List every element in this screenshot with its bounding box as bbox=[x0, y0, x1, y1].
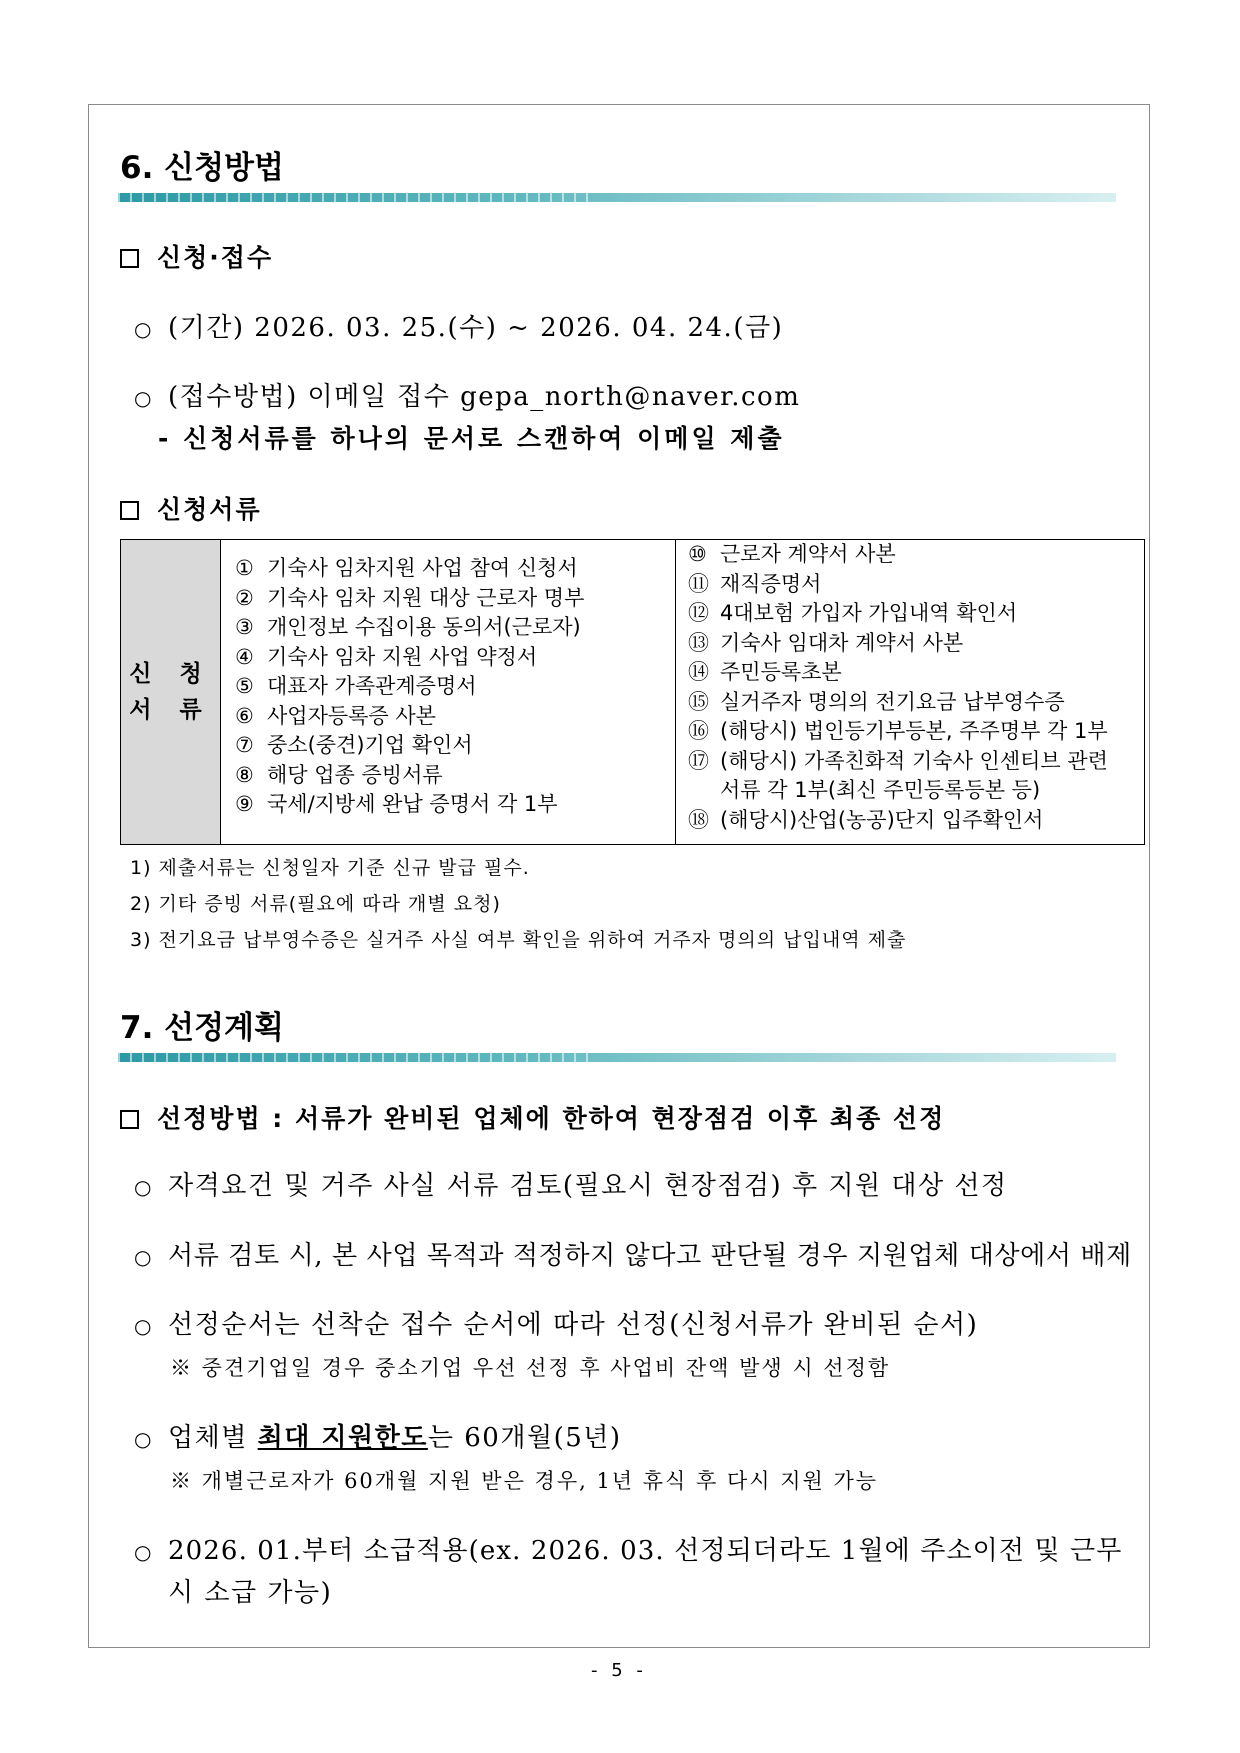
document-item bbox=[235, 584, 675, 614]
checkbox-square-icon bbox=[120, 1110, 139, 1129]
document-item-number: ② bbox=[235, 585, 254, 610]
document-item-text: (해당시)산업(농공)단지 입주확인서 bbox=[720, 807, 1044, 832]
document-item bbox=[688, 688, 1144, 718]
document-item bbox=[688, 629, 1144, 659]
document-item bbox=[235, 554, 675, 584]
documents-left-list bbox=[235, 554, 675, 820]
document-item-text: 기숙사 임차 지원 대상 근로자 명부 bbox=[267, 585, 585, 610]
bullet-circle-icon: ○ bbox=[134, 1245, 153, 1269]
document-item bbox=[688, 806, 1144, 836]
document-item-text: 사업자등록증 사본 bbox=[267, 703, 436, 728]
document-item-number: ⑦ bbox=[235, 733, 254, 757]
documents-right-list bbox=[688, 540, 1144, 835]
document-item-number: ⑨ bbox=[235, 792, 254, 816]
document-item-text: 개인정보 수집이용 동의서(근로자) bbox=[267, 615, 581, 639]
document-item bbox=[235, 672, 675, 702]
max-limit-item bbox=[134, 1417, 622, 1454]
max-limit-emphasis: 최대 지원한도 bbox=[257, 1423, 428, 1453]
docs-heading bbox=[120, 490, 262, 526]
document-item-number: ⑭ bbox=[688, 660, 709, 684]
document-item-text: 근로자 계약서 사본 bbox=[720, 542, 896, 566]
document-item-number: ⑩ bbox=[688, 542, 707, 566]
selection-item-text: 선정순서는 선착순 접수 순서에 따라 선정(신청서류가 완비된 순서) bbox=[168, 1310, 979, 1340]
document-item-number: ⑱ bbox=[688, 807, 709, 832]
max-limit-suffix: 는 60개월(5년) bbox=[427, 1423, 622, 1453]
documents-right-column bbox=[676, 540, 1145, 845]
page-number: - 5 - bbox=[591, 1660, 647, 1681]
document-item bbox=[688, 540, 1144, 570]
document-item-text: 기숙사 임대차 계약서 사본 bbox=[720, 630, 964, 655]
document-item-text: 국세/지방세 완납 증명서 각 1부 bbox=[267, 792, 558, 816]
document-item-number: ⑰ bbox=[688, 748, 709, 773]
table-header-line: 신 청 bbox=[129, 661, 212, 687]
selection-item bbox=[134, 1235, 1132, 1272]
retroactive-text: 2026. 01.부터 소급적용(ex. 2026. 03. 선정되더라도 1월에 주소이전 및 근무 bbox=[168, 1536, 1123, 1566]
max-limit-prefix: 업체별 bbox=[168, 1423, 258, 1453]
document-item bbox=[235, 702, 675, 732]
document-item bbox=[688, 717, 1144, 747]
apply-method-text: (접수방법) 이메일 접수 gepa_north@naver.com bbox=[168, 382, 801, 412]
selection-method-heading bbox=[120, 1099, 945, 1135]
selection-item-text: 자격요건 및 거주 사실 서류 검토(필요시 현장점검) 후 지원 대상 선정 bbox=[168, 1171, 1008, 1201]
document-item-text: 대표자 가족관계증명서 bbox=[267, 674, 477, 698]
document-item-text: 재직증명서 bbox=[720, 571, 822, 596]
document-item-number: ⑥ bbox=[235, 703, 254, 728]
document-item-text: 중소(중견)기업 확인서 bbox=[267, 733, 473, 757]
section-6-title: 6. 신청방법 bbox=[120, 150, 284, 186]
document-item-text: 주민등록초본 bbox=[720, 660, 842, 684]
apply-method bbox=[134, 376, 800, 413]
selection-item bbox=[134, 1304, 978, 1341]
document-item bbox=[235, 613, 675, 643]
footnote: 3) 전기요금 납부영수증은 실거주 사실 여부 확인을 위하여 거주자 명의의 납입내역 제출 bbox=[130, 929, 907, 951]
document-item bbox=[688, 776, 1144, 806]
checkbox-square-icon bbox=[120, 501, 139, 520]
table-header-line: 서 류 bbox=[129, 697, 212, 723]
document-item-text: (해당시) 가족친화적 기숙사 인센티브 관련 bbox=[720, 748, 1108, 773]
document-item bbox=[235, 731, 675, 761]
apply-heading-text: 신청·접수 bbox=[157, 243, 274, 272]
checkbox-square-icon bbox=[120, 249, 139, 268]
documents-table-header bbox=[121, 540, 221, 845]
docs-heading-text: 신청서류 bbox=[157, 495, 262, 524]
bullet-circle-icon: ○ bbox=[134, 386, 153, 410]
document-item bbox=[688, 747, 1144, 777]
document-item-number: ① bbox=[235, 556, 254, 580]
bullet-circle-icon: ○ bbox=[134, 1540, 153, 1564]
document-item-number: ③ bbox=[235, 615, 254, 639]
selection-item-text: 서류 검토 시, 본 사업 목적과 적정하지 않다고 판단될 경우 지원업체 대상에서 배제 bbox=[168, 1241, 1132, 1271]
selection-method-text: 선정방법 : 서류가 완비된 업체에 한하여 현장점검 이후 최종 선정 bbox=[157, 1104, 946, 1133]
document-item-number: ⑯ bbox=[688, 719, 709, 743]
document-item-number: ⑤ bbox=[235, 674, 254, 698]
footnote: 1) 제출서류는 신청일자 기준 신규 발급 필수. bbox=[130, 857, 530, 879]
section-6-divider-pattern bbox=[118, 193, 598, 202]
documents-left-column bbox=[221, 540, 676, 845]
bullet-circle-icon: ○ bbox=[134, 1427, 153, 1451]
document-item bbox=[235, 643, 675, 673]
document-item-number: ⑧ bbox=[235, 762, 254, 787]
document-item-text: 실거주자 명의의 전기요금 납부영수증 bbox=[720, 689, 1065, 714]
selection-note: ※ 중견기업일 경우 중소기업 우선 선정 후 사업비 잔액 발생 시 선정함 bbox=[170, 1356, 891, 1380]
max-limit-note: ※ 개별근로자가 60개월 지원 받은 경우, 1년 휴식 후 다시 지원 가능 bbox=[170, 1469, 879, 1493]
apply-heading bbox=[120, 238, 273, 274]
retroactive-item bbox=[134, 1530, 1122, 1567]
document-item bbox=[688, 570, 1144, 600]
document-item-number: ⑬ bbox=[688, 630, 709, 655]
documents-table bbox=[120, 539, 1145, 845]
document-item-number: ⑪ bbox=[688, 571, 709, 596]
document-item-text: 서류 각 1부(최신 주민등록등본 등) bbox=[720, 778, 1041, 802]
selection-item bbox=[134, 1165, 1008, 1202]
document-item-number: ⑫ bbox=[688, 601, 709, 625]
section-7-divider-pattern bbox=[118, 1053, 598, 1062]
document-item-text: (해당시) 법인등기부등본, 주주명부 각 1부 bbox=[720, 719, 1108, 743]
document-item bbox=[688, 658, 1144, 688]
section-7-title: 7. 선정계획 bbox=[120, 1010, 284, 1046]
bullet-circle-icon: ○ bbox=[134, 1314, 153, 1338]
apply-period bbox=[134, 307, 783, 344]
document-item-text: 해당 업종 증빙서류 bbox=[267, 762, 443, 787]
document-item-number: ④ bbox=[235, 644, 254, 669]
document-item-text: 4대보험 가입자 가입내역 확인서 bbox=[720, 601, 1018, 625]
apply-period-text: (기간) 2026. 03. 25.(수) ~ 2026. 04. 24.(금) bbox=[168, 313, 784, 343]
document-item bbox=[235, 761, 675, 791]
footnote: 2) 기타 증빙 서류(필요에 따라 개별 요청) bbox=[130, 893, 501, 915]
document-item bbox=[235, 790, 675, 820]
document-item-text: 기숙사 임차지원 사업 참여 신청서 bbox=[267, 556, 578, 580]
apply-method-note: - 신청서류를 하나의 문서로 스캔하여 이메일 제출 bbox=[158, 424, 785, 453]
document-item-text: 기숙사 임차 지원 사업 약정서 bbox=[267, 644, 538, 669]
bullet-circle-icon: ○ bbox=[134, 1175, 153, 1199]
retroactive-text-cont: 시 소급 가능) bbox=[168, 1578, 333, 1608]
document-item bbox=[688, 599, 1144, 629]
bullet-circle-icon: ○ bbox=[134, 317, 153, 341]
document-item-number: ⑮ bbox=[688, 689, 709, 714]
